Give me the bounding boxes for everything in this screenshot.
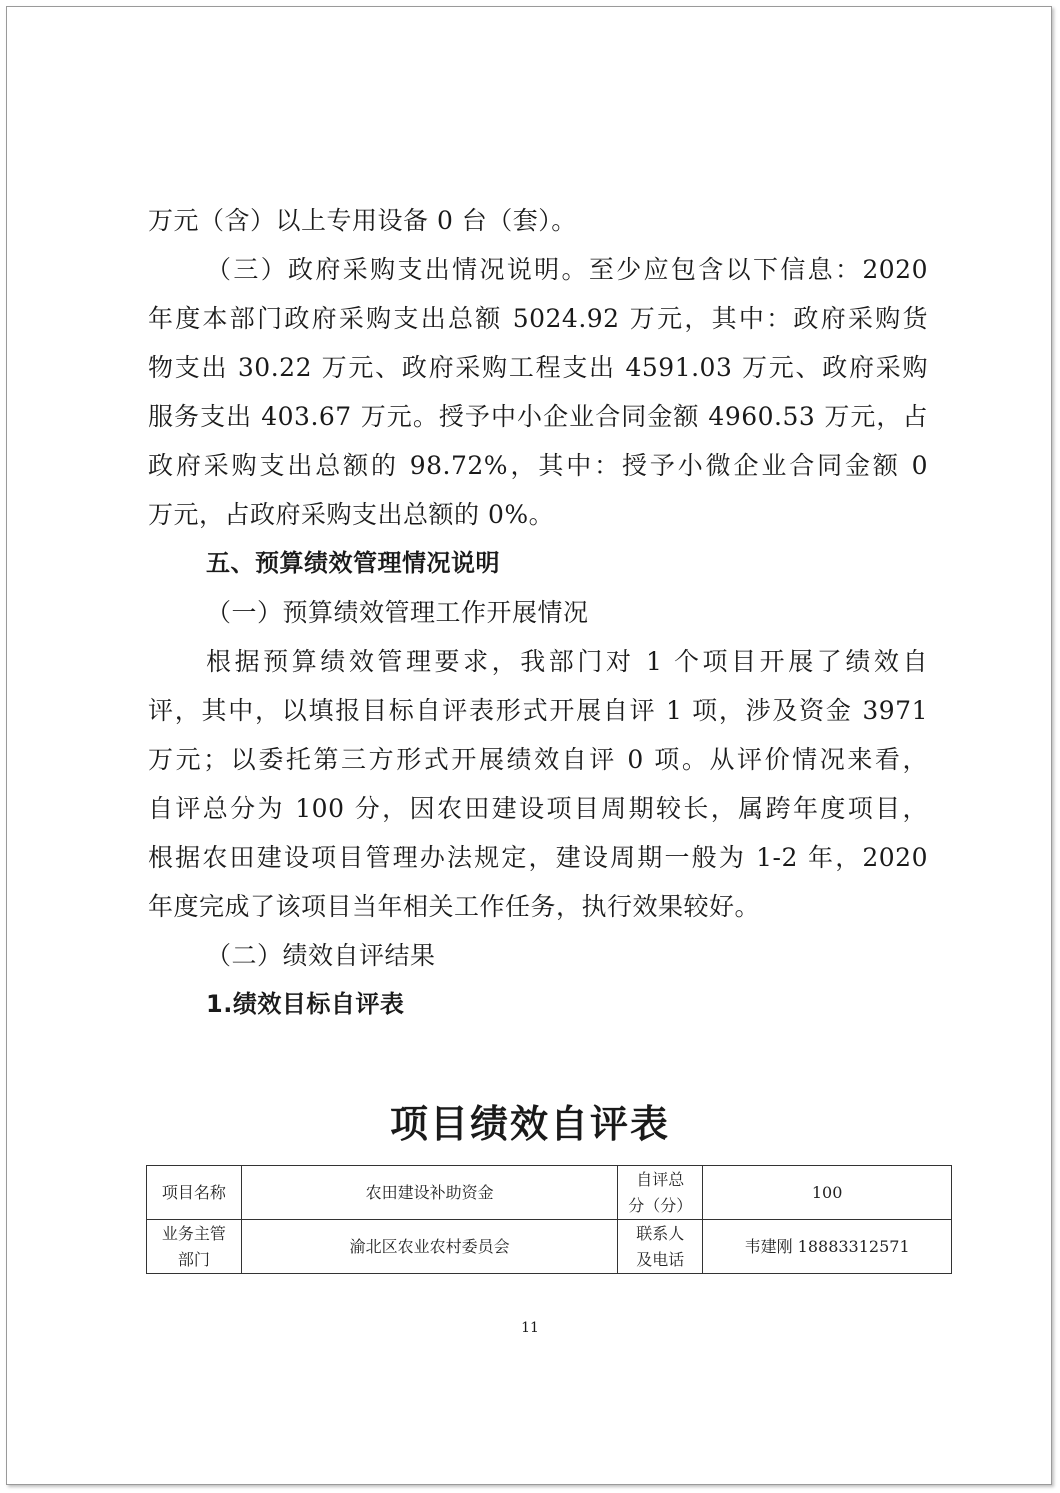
section-heading: 五、预算绩效管理情况说明 <box>206 549 500 577</box>
department-value: 渝北区农业农村委员会 <box>241 1220 617 1274</box>
page-number: 11 <box>521 1320 539 1336</box>
department-label-line1: 业务主管 <box>161 1223 226 1243</box>
subsection-heading: （一）预算绩效管理工作开展情况 <box>206 598 589 627</box>
paragraph-line: 万元；以委托第三方形式开展绩效自评 0 项。从评价情况来看， <box>148 745 928 774</box>
paragraph-line: （三）政府采购支出情况说明。至少应包含以下信息：2020 <box>206 255 928 284</box>
paragraph-line: 物支出 30.22 万元、政府采购工程支出 4591.03 万元、政府采购 <box>148 353 928 382</box>
paragraph-line: 年度完成了该项目当年相关工作任务，执行效果较好。 <box>148 892 761 921</box>
paragraph-line: 评，其中，以填报目标自评表形式开展自评 1 项，涉及资金 3971 <box>148 696 928 725</box>
department-label <box>147 1220 242 1274</box>
department-label-line2: 部门 <box>177 1249 210 1269</box>
paragraph-line: 万元（含）以上专用设备 0 台（套）。 <box>148 206 577 235</box>
paragraph-line: 自评总分为 100 分，因农田建设项目周期较长，属跨年度项目， <box>148 794 928 823</box>
paragraph-line: 根据农田建设项目管理办法规定，建设周期一般为 1-2 年，2020 <box>148 843 928 872</box>
project-name-label: 项目名称 <box>147 1166 242 1220</box>
contact-label-line2: 及电话 <box>636 1249 685 1269</box>
table-row <box>147 1166 952 1220</box>
paragraph-line: 服务支出 403.67 万元。授予中小企业合同金额 4960.53 万元，占 <box>148 402 928 431</box>
contact-label <box>618 1220 703 1274</box>
paragraph-line: 万元，占政府采购支出总额的 0%。 <box>148 500 555 529</box>
self-score-label-line1: 自评总 <box>636 1169 685 1189</box>
table-row <box>147 1220 952 1274</box>
self-score-label <box>618 1166 703 1220</box>
contact-value: 韦建刚 18883312571 <box>703 1220 952 1274</box>
contact-label-line1: 联系人 <box>636 1223 685 1243</box>
subsection-heading: （二）绩效自评结果 <box>206 941 436 970</box>
project-name-value: 农田建设补助资金 <box>241 1166 617 1220</box>
table-section-heading: 1.绩效目标自评表 <box>206 990 405 1018</box>
self-evaluation-table <box>146 1165 952 1274</box>
paragraph-line: 根据预算绩效管理要求，我部门对 1 个项目开展了绩效自 <box>206 647 928 676</box>
self-score-label-line2: 分（分） <box>628 1195 693 1215</box>
paragraph-line: 年度本部门政府采购支出总额 5024.92 万元，其中：政府采购货 <box>148 304 928 333</box>
table-title: 项目绩效自评表 <box>389 1101 670 1146</box>
self-score-value: 100 <box>703 1166 952 1220</box>
document-body <box>148 196 928 1029</box>
paragraph-line: 政府采购支出总额的 98.72%，其中：授予小微企业合同金额 0 <box>148 451 928 480</box>
